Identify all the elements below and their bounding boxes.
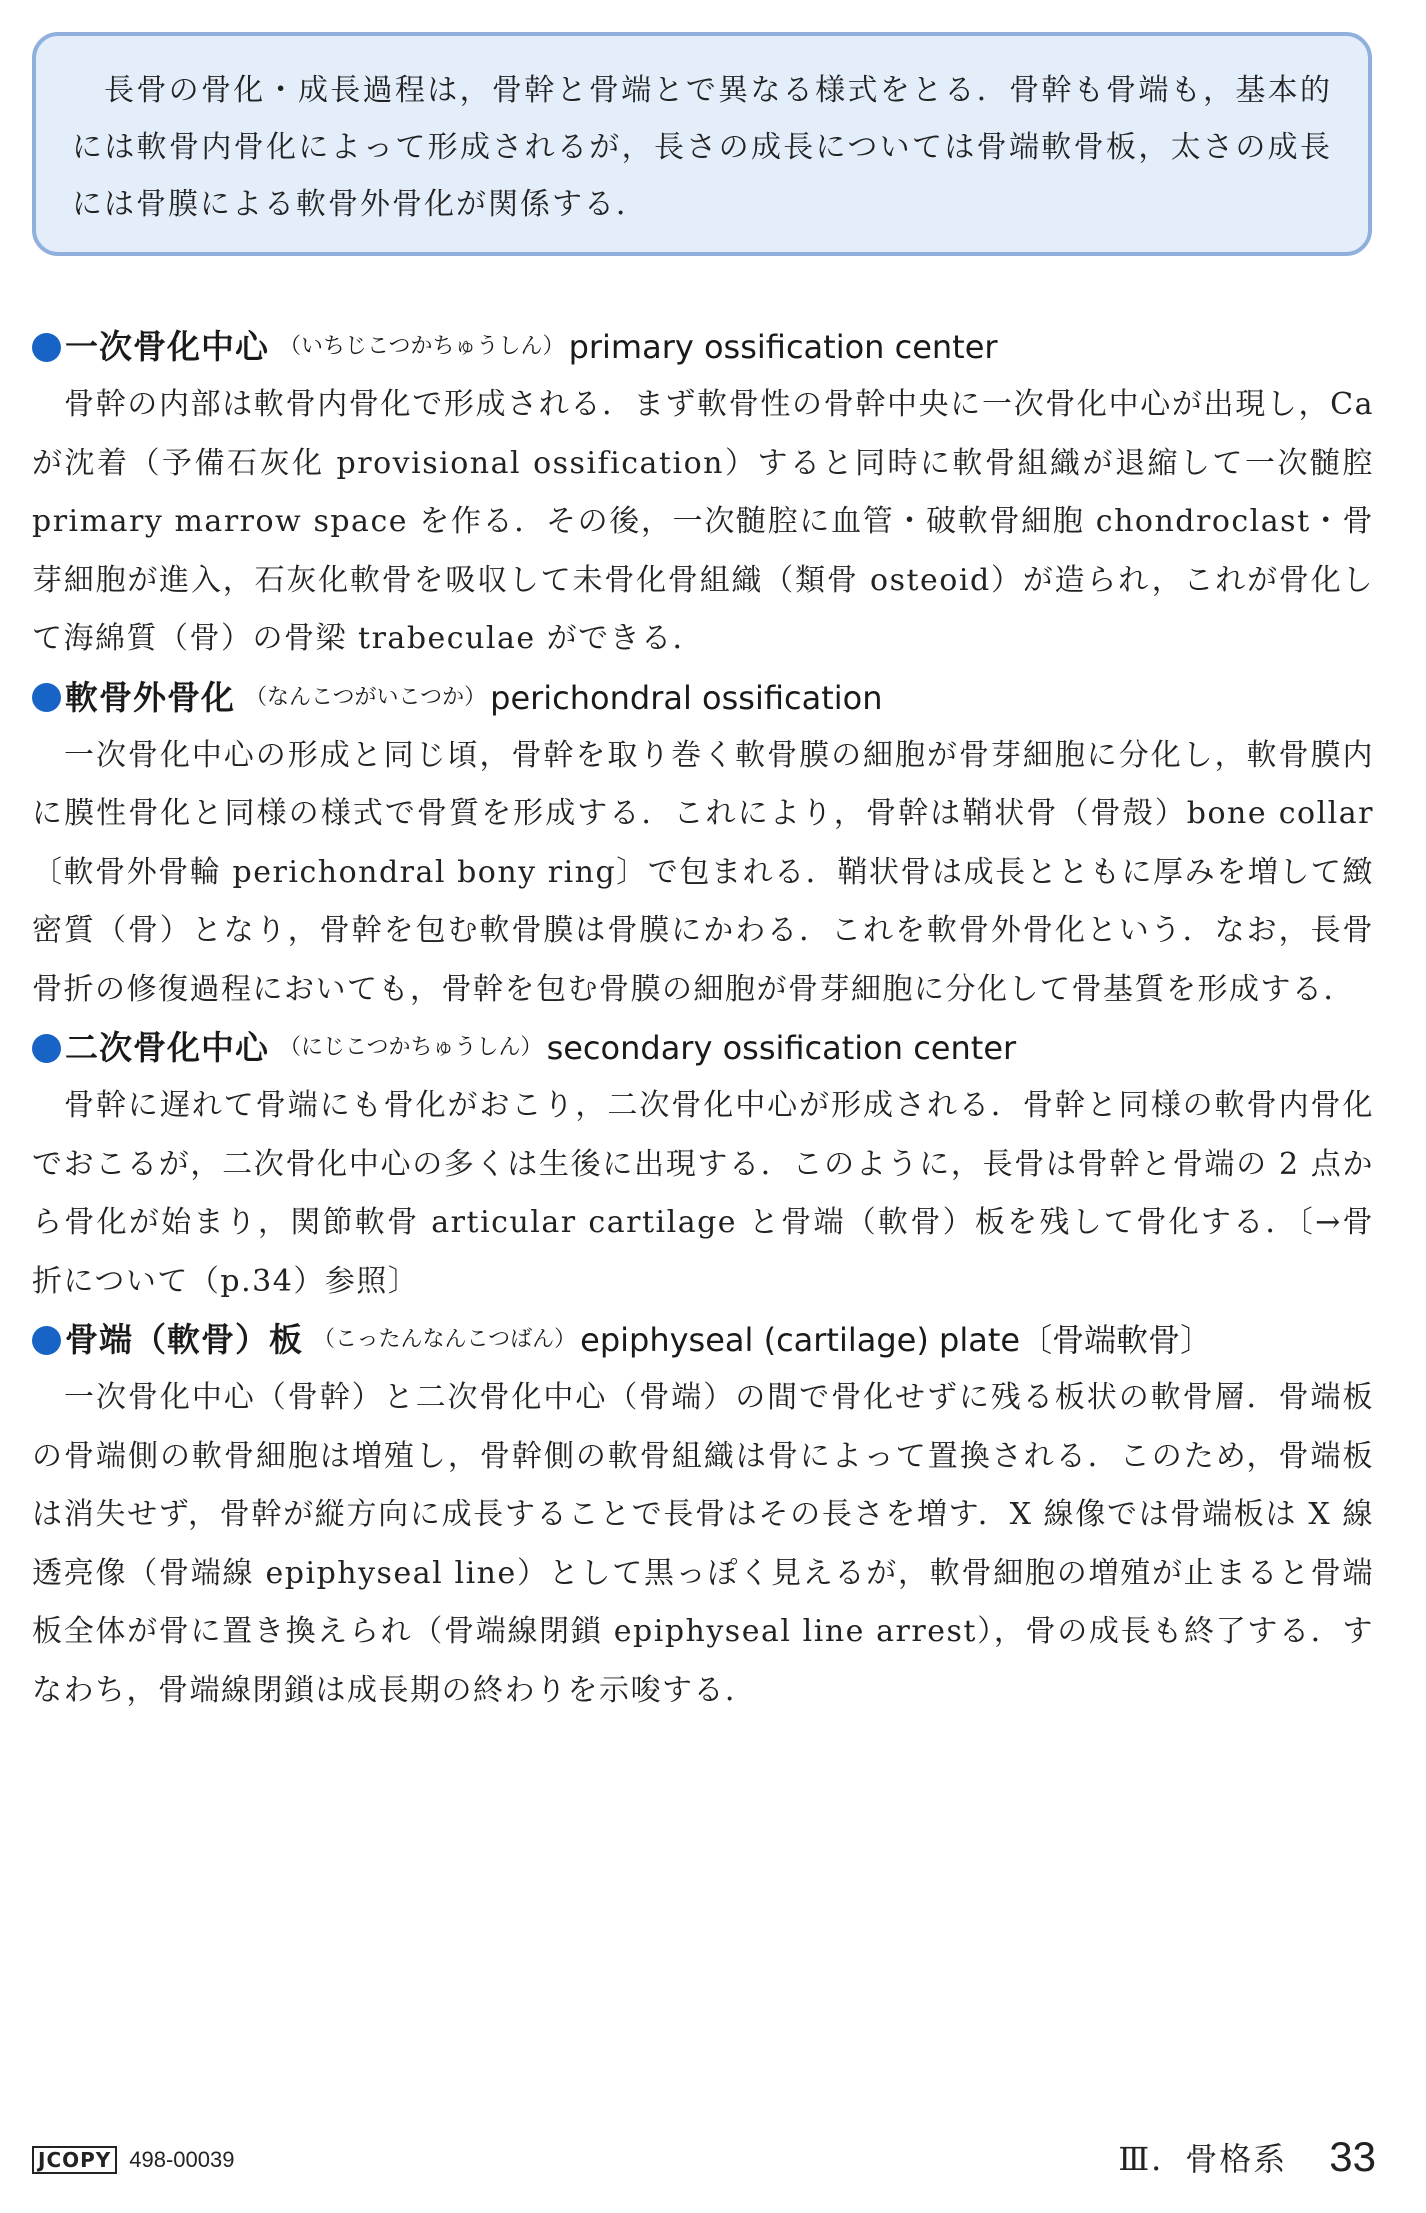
entry-heading <box>32 669 1374 727</box>
bullet-icon <box>32 333 61 362</box>
entry-epiphyseal-plate <box>32 1311 1374 1720</box>
bullet-icon <box>32 1326 61 1355</box>
entry-english-term: perichondral ossification <box>490 678 883 717</box>
footer-right <box>1118 2132 1376 2182</box>
entry-heading <box>32 318 1374 376</box>
entry-english-term: primary ossification center <box>568 328 998 366</box>
bullet-icon <box>32 1034 61 1063</box>
entry-reading: （こったんなんこつばん） <box>313 1327 577 1352</box>
entry-heading <box>32 1019 1374 1077</box>
entry-reading: （なんこつがいこつか） <box>245 684 487 710</box>
entry-english-term: secondary ossification center <box>546 1029 1017 1067</box>
entry-reading: （いちじこつかちゅうしん） <box>279 334 565 359</box>
entry-primary-ossification-center <box>32 318 1374 669</box>
entry-body: 一次骨化中心の形成と同じ頃，骨幹を取り巻く軟骨膜の細胞が骨芽細胞に分化し，軟骨膜内に膜性骨化と同様の様式で骨質を形成する．これにより，骨幹は鞘状骨（骨殻）bone collar〔軟骨外骨輪 perichondral bony ring〕で包まれる．鞘状骨は成長とともに厚みを増して緻密質（骨）となり，骨幹を包む軟骨膜は骨膜にかわる．これを軟骨外骨化という．なお，長骨骨折の修復過程においても，骨幹を包む骨膜の細胞が骨芽細胞に分化して骨基質を形成する． <box>32 737 1374 1007</box>
entry-secondary-ossification-center <box>32 1019 1374 1311</box>
entry-term: 二次骨化中心 <box>65 1028 269 1067</box>
page-number: 33 <box>1329 2133 1376 2180</box>
entry-heading <box>32 1311 1374 1369</box>
entry-english-term: epiphyseal (cartilage) plate〔骨端軟骨〕 <box>580 1321 1213 1359</box>
bullet-icon <box>32 683 61 712</box>
jcopy-mark: JCOPY <box>32 2146 117 2174</box>
entry-term: 骨端（軟骨）板 <box>65 1320 303 1359</box>
entry-term: 軟骨外骨化 <box>65 677 235 717</box>
entry-term: 一次骨化中心 <box>65 327 269 366</box>
chapter-label: Ⅲ．骨格系 <box>1118 2140 1288 2178</box>
entries-section <box>32 318 1374 1720</box>
entry-perichondral-ossification <box>32 669 1374 1020</box>
entry-body: 一次骨化中心（骨幹）と二次骨化中心（骨端）の間で骨化せずに残る板状の軟骨層．骨端板の骨端側の軟骨細胞は増殖し，骨幹側の軟骨組織は骨によって置換される．このため，骨端板は消失せず，骨幹が縦方向に成長することで長骨はその長さを増す．X 線像では骨端板は X 線透亮像（骨端線 epiphyseal line）として黒っぽく見えるが，軟骨細胞の増殖が止まると骨端板全体が骨に置き換えられ（骨端線閉鎖 epiphyseal line arrest），骨の成長も終了する．すなわち，骨端線閉鎖は成長期の終わりを示唆する． <box>32 1380 1374 1708</box>
entry-body: 骨幹の内部は軟骨内骨化で形成される．まず軟骨性の骨幹中央に一次骨化中心が出現し，Ca が沈着（予備石灰化 provisional ossification）すると同時に軟骨組織が退縮して一次髄腔 primary marrow space を作る．その後，一次髄腔に血管・破軟骨細胞 chondroclast・骨芽細胞が進入，石灰化軟骨を吸収して未骨化骨組織（類骨 osteoid）が造られ，これが骨化して海綿質（骨）の骨梁 trabeculae ができる． <box>32 387 1374 656</box>
entry-reading: （にじこつかちゅうしん） <box>279 1035 543 1060</box>
document-code: 498-00039 <box>129 2147 235 2172</box>
footer-left <box>32 2140 234 2180</box>
summary-text: 長骨の骨化・成長過程は，骨幹と骨端とで異なる様式をとる．骨幹も骨端も，基本的には軟骨内骨化によって形成されるが，長さの成長については骨端軟骨板，太さの成長には骨膜による軟骨外骨化が関係する． <box>72 73 1332 222</box>
summary-box <box>32 32 1372 256</box>
entry-body: 骨幹に遅れて骨端にも骨化がおこり，二次骨化中心が形成される．骨幹と同様の軟骨内骨化でおこるが，二次骨化中心の多くは生後に出現する．このように，長骨は骨幹と骨端の 2 点から骨化が始まり，関節軟骨 articular cartilage と骨端（軟骨）板を残して骨化する．〔→骨折について（p.34）参照〕 <box>32 1088 1374 1299</box>
